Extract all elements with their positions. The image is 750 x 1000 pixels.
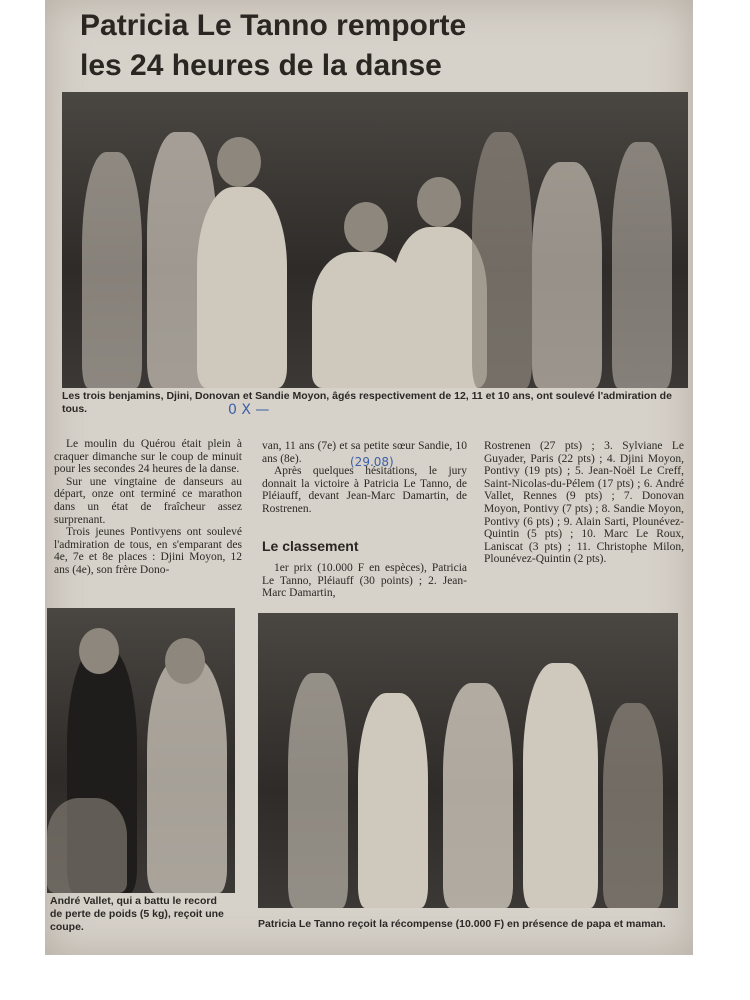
- photo2-caption: André Vallet, qui a battu le record de perte de poids (5 kg), reçoit une coupe.: [50, 895, 224, 933]
- paragraph: Sur une vingtaine de danseurs au départ, onze ont terminé ce marathon dans un état de fraîcheur assez surprenant.: [54, 475, 242, 526]
- photo-patricia-le-tanno: [258, 613, 678, 908]
- paragraph: 1er prix (10.000 F en espèces), Patricia Le Tanno, Pléiauff (30 points) ; 2. Jean-Marc Damartin,: [262, 562, 467, 600]
- classement-heading: Le classement: [262, 538, 359, 554]
- photo-andre-vallet: [47, 608, 235, 893]
- handwritten-date-mark: (29.08): [350, 455, 394, 469]
- paragraph: Le moulin du Quérou était plein à craquer dimanche sur le coup de minuit pour les secondes 24 heures de la danse.: [54, 438, 242, 476]
- handwritten-mark: 0 X —: [228, 402, 270, 418]
- paragraph: van, 11 ans (7e) et sa petite sœur Sandie, 10 ans (8e).: [262, 440, 467, 465]
- photo3-caption: Patricia Le Tanno reçoit la récompense (10.000 F) en présence de papa et maman.: [258, 918, 666, 930]
- paragraph: Trois jeunes Pontivyens ont soulevé l'admiration de tous, en s'emparant des 4e, 7e et 8e places : Djini Moyon, 12 ans (4e), son frère Dono-: [54, 526, 242, 576]
- paragraph: Rostrenen (27 pts) ; 3. Sylviane Le Guyader, Paris (22 pts) ; 4. Djini Moyon, Pontivy (19 pts) ; 5. Jean-Noël Le Creff, Saint-Nicolas-du-Pélem (17 pts) ; 6. André Vallet, Rennes (9 pts) ; 7. Donovan Moyon, Pontivy (7 pts) ; 8. Sandie Moyon, Pontivy (6 pts) ; 9. Alain Sarti, Plounévez-Quintin (5 pts) ; 10. Marc Le Roux, Laniscat (3 pts) ; 11. Christophe Milon, Plounévez-Quintin (2 pts).: [484, 440, 684, 566]
- photo-group-dancers: [62, 92, 688, 388]
- article-column-2-top: [262, 440, 467, 516]
- article-column-1: [54, 438, 242, 577]
- photo1-caption: Les trois benjamins, Djini, Donovan et Sandie Moyon, âgés respectivement de 12, 11 et 10 ans, ont soulevé l'admiration de tous.: [62, 390, 672, 415]
- paragraph: Après quelques hésitations, le jury donnait la victoire à Patricia Le Tanno, de Pléiauff, devant Jean-Marc Damartin, de Rostrenen.: [262, 465, 467, 515]
- article-column-3: [484, 440, 684, 566]
- headline: Patricia Le Tanno remporte les 24 heures de la danse: [80, 9, 467, 82]
- article-column-2-bottom: [262, 562, 467, 600]
